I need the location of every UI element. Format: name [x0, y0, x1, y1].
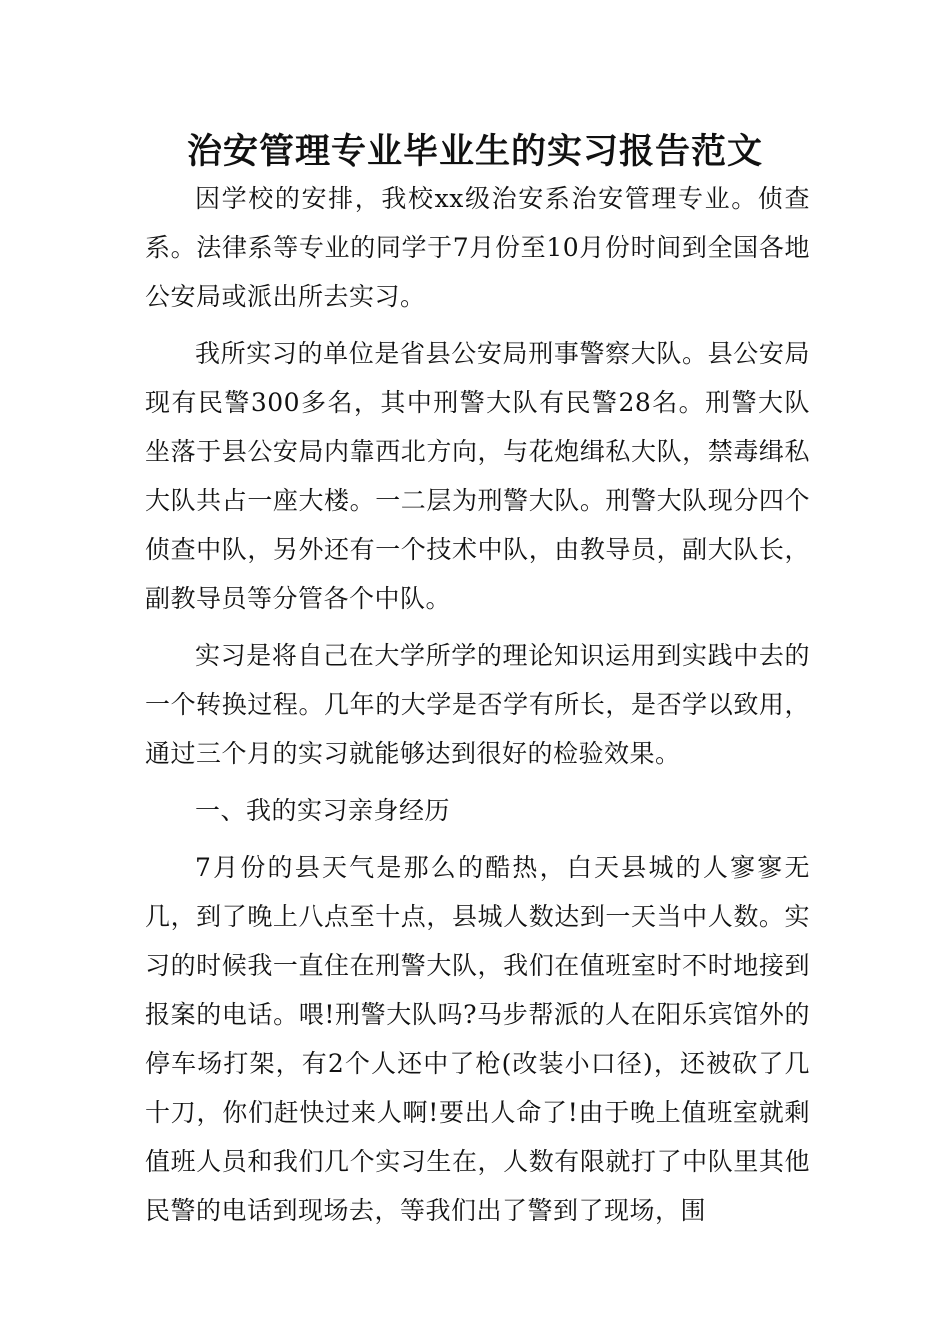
document-title: 治安管理专业毕业生的实习报告范文 [186, 131, 763, 172]
paragraph-experience: 7月份的县天气是那么的酷热，白天县城的人寥寥无几，到了晚上八点至十点，县城人数达到一天当中人数。实习的时候我一直住在刑警大队，我们在值班室时不时地接到报案的电话。喂!刑警大队吗?马步帮派的人在阳乐宾馆外的停车场打架，有2个人还中了枪(改装小口径)，还被砍了几十刀，你们赶快过来人啊!要出人命了!由于晚上值班室就剩值班人员和我们几个实习生在，人数有限就打了中队里其他民警的电话到现场去，等我们出了警到了现场，围 [145, 853, 810, 1225]
paragraph-purpose: 实习是将自己在大学所学的理论知识运用到实践中去的一个转换过程。几年的大学是否学有所长，是否学以致用，通过三个月的实习就能够达到很好的检验效果。 [145, 641, 810, 768]
section-heading: 一、我的实习亲身经历 [195, 796, 451, 825]
paragraph-intro: 因学校的安排，我校xx级治安系治安管理专业。侦查系。法律系等专业的同学于7月份至10月份时间到全国各地公安局或派出所去实习。 [145, 184, 810, 311]
document-body [145, 174, 810, 1243]
paragraph-unit: 我所实习的单位是省县公安局刑事警察大队。县公安局现有民警300多名，其中刑警大队有民警28名。刑警大队坐落于县公安局内靠西北方向，与花炮缉私大队，禁毒缉私大队共占一座大楼。一二层为刑警大队。刑警大队现分四个侦查中队，另外还有一个技术中队，由教导员，副大队长，副教导员等分管各个中队。 [145, 339, 810, 613]
